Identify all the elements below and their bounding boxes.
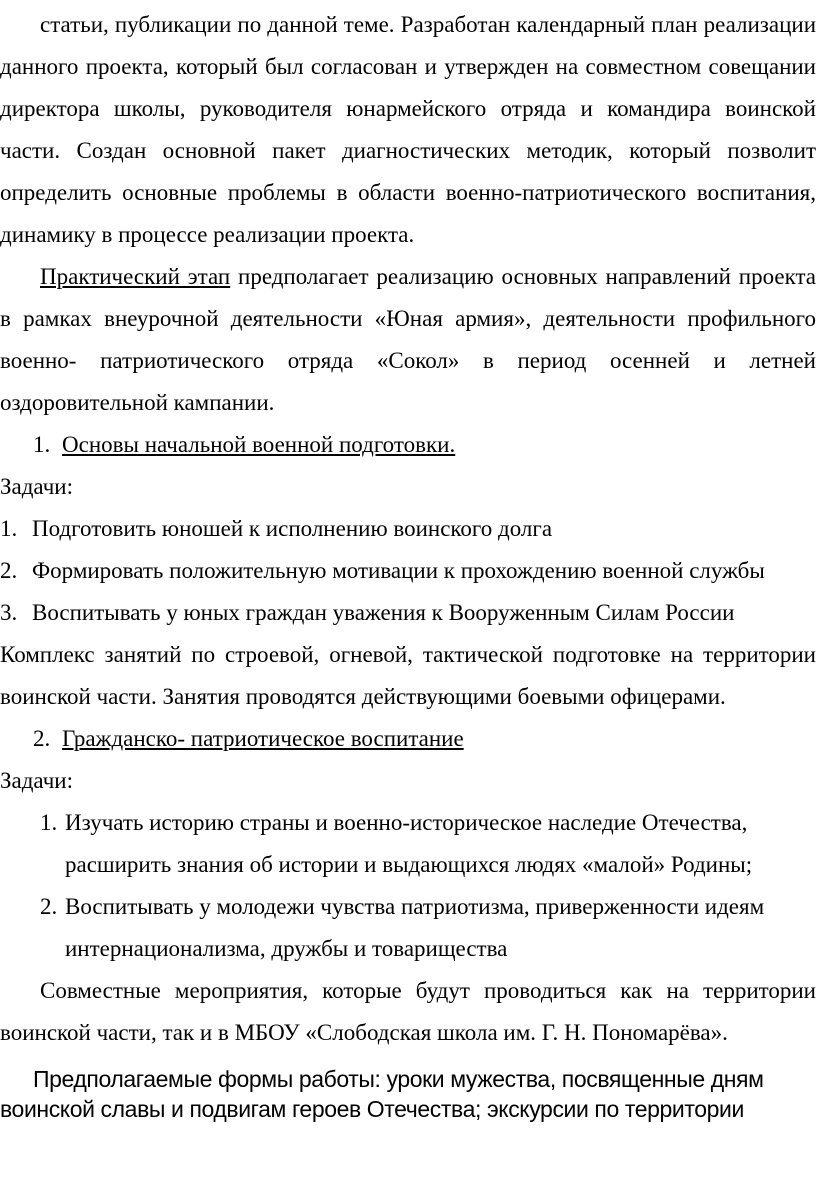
task-1-item-1-number: 1. [0, 516, 18, 541]
paragraph-practical-stage [0, 256, 816, 424]
task-1-item-1 [0, 508, 816, 550]
section-2-title: Гражданско- патриотическое воспитание [62, 726, 464, 751]
section-2-heading [0, 718, 816, 760]
tasks-1-label: Задачи: [0, 474, 73, 499]
section-1-number: 1. [33, 432, 51, 457]
task-2-item-2 [0, 886, 816, 970]
practical-stage-term: Практический этап [40, 264, 231, 289]
task-1-item-3-text: Воспитывать у юных граждан уважения к Вооруженным Силам России [32, 600, 735, 625]
task-1-item-2-number: 2. [0, 558, 18, 583]
section-1-title: Основы начальной военной подготовки. [62, 432, 456, 457]
task-2-item-2-text: Воспитывать у молодежи чувства патриотизма, приверженности идеям интернационализма, дружбы и товарищества [65, 894, 765, 961]
paragraph-training-complex: Комплекс занятий по строевой, огневой, тактической подготовке на территории воинской части. Занятия проводятся действующими боевыми офицерами. [0, 642, 816, 709]
task-1-item-2-text: Формировать положительную мотивации к прохождению военной службы [32, 558, 765, 583]
task-2-item-1-text: Изучать историю страны и военно-историческое наследие Отечества, расширить знания об истории и выдающихся людях «малой» Родины; [65, 810, 753, 877]
task-1-item-2 [0, 550, 816, 592]
section-1-heading [0, 424, 816, 466]
task-2-item-1-number: 1. [40, 810, 58, 835]
task-2-item-1 [0, 802, 816, 886]
tasks-2-label: Задачи: [0, 768, 73, 793]
document-body [0, 4, 816, 1054]
task-2-item-2-number: 2. [40, 894, 58, 919]
task-1-item-3 [0, 592, 816, 634]
task-1-item-1-text: Подготовить юношей к исполнению воинского долга [32, 516, 553, 541]
practical-stage-description: предполагает реализацию основных направлений проекта в рамках внеурочной деятельности «Юная армия», деятельности профильного военно- патриотического отряда «Сокол» в период осенней и летней оздоровительной кампании. [0, 264, 816, 415]
paragraph-joint-events: Совместные мероприятия, которые будут проводиться как на территории воинской части, так и в МБОУ «Слободская школа им. Г. Н. Пономарёва». [0, 978, 816, 1045]
paragraph-preparatory-results: статьи, публикации по данной теме. Разработан календарный план реализации данного проекта, который был согласован и утвержден на совместном совещании директора школы, руководителя юнармейского отряда и командира воинской части. Создан основной пакет диагностических методик, который позволит определить основные проблемы в области военно-патриотического воспитания, динамику в процессе реализации проекта. [0, 12, 816, 247]
section-2-number: 2. [33, 726, 51, 751]
paragraph-work-forms: Предполагаемые формы работы: уроки мужества, посвященные дням воинской славы и подвигам героев Отечества; экскурсии по территории [0, 1066, 764, 1122]
task-1-item-3-number: 3. [0, 600, 18, 625]
